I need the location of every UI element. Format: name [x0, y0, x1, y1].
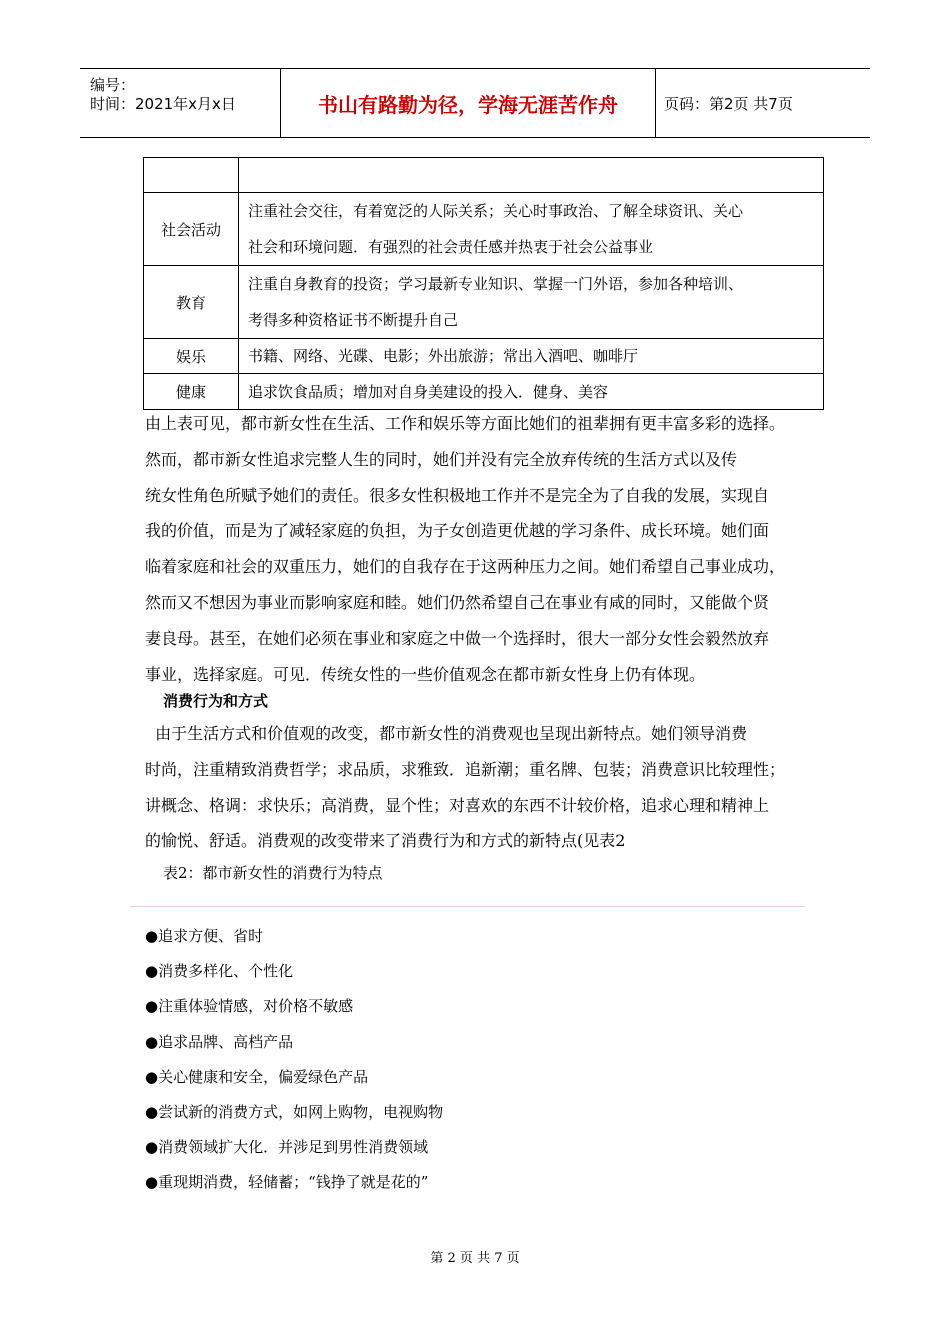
paragraph-traditional-values — [145, 406, 825, 692]
table-row-value — [239, 193, 824, 266]
paragraph-line: 事业，选择家庭。可见．传统女性的一些价值观念在都市新女性身上仍有体现。 — [145, 664, 706, 684]
table-row — [144, 266, 824, 339]
paragraph-consumption — [145, 716, 825, 859]
table-row-key: 健康 — [144, 374, 239, 410]
paragraph-line: 的愉悦、舒适。消费观的改变带来了消费行为和方式的新特点(见表2 — [145, 831, 626, 851]
list-item: ●关心健康和安全，偏爱绿色产品 — [145, 1067, 369, 1086]
paragraph-line: 由上表可见，都市新女性在生活、工作和娱乐等方面比她们的祖辈拥有更丰富多彩的选择。 — [145, 414, 786, 433]
table-row-key: 娱乐 — [144, 339, 239, 374]
table-line: 追求饮食品质；增加对自身美建设的投入．健身、美容 — [248, 382, 609, 401]
paragraph-line: 妻良母。甚至，在她们必须在事业和家庭之中做一个选择时，很大一部分女性会毅然放弃 — [145, 628, 770, 648]
page-header — [80, 68, 870, 138]
list-item: ●追求方便、省时 — [145, 927, 264, 945]
header-motto: 书山有路勤为径，学海无涯苦作舟 — [280, 69, 656, 137]
table-line: 注重社会交往，有着宽泛的人际关系；关心时事政治、了解全球资讯、关心 — [248, 202, 744, 220]
table-row — [144, 339, 824, 374]
document-number-label: 编号： — [90, 76, 136, 94]
paragraph-line: 时尚，注重精致消费哲学；求品质，求雅致．追新潮；重名牌、包装；消费意识比较理性； — [145, 759, 786, 779]
table-line: 注重自身教育的投资；学习最新专业知识、掌握一门外语，参加各种培训、 — [248, 275, 744, 293]
table-line: 考得多种资格证书不断提升自己 — [248, 311, 459, 329]
table-row-key: 教育 — [144, 266, 239, 339]
list-item: ●追求品牌、高档产品 — [145, 1032, 294, 1051]
paragraph-line: 讲概念、格调：求快乐；高消费，显个性；对喜欢的东西不计较价格，追求心理和精神上 — [145, 795, 770, 815]
table-row-value — [239, 339, 824, 374]
table-line: 书籍、网络、光碟、电影；外出旅游；常出入酒吧、咖啡厅 — [248, 347, 639, 365]
paragraph-line: 统女性角色所赋予她们的责任。很多女性积极地工作并不是完全为了自我的发展，实现自 — [145, 485, 770, 505]
table-caption: 表2：都市新女性的消费行为特点 — [163, 864, 383, 882]
divider — [130, 906, 805, 907]
list-item: ●注重体验情感，对价格不敏感 — [145, 997, 354, 1016]
section-heading: 消费行为和方式 — [163, 692, 269, 710]
table-row-key: 社会活动 — [144, 193, 239, 266]
list-item: ●尝试新的消费方式，如网上购物，电视购物 — [145, 1102, 444, 1121]
list-item: ●消费领域扩大化．并涉足到男性消费领域 — [145, 1138, 429, 1157]
table-row-value — [239, 158, 824, 193]
header-page-code: 页码：第2页 共7页 — [664, 94, 793, 113]
table-row — [144, 193, 824, 266]
document-date: 时间：2021年x月x日 — [90, 95, 236, 113]
list-item: ●消费多样化、个性化 — [145, 962, 294, 981]
table-line: 社会和环境问题．有强烈的社会责任感并热衷于社会公益事业 — [248, 238, 654, 256]
table-row — [144, 374, 824, 410]
paragraph-line: 然而，都市新女性追求完整人生的同时，她们并没有完全放弃传统的生活方式以及传 — [145, 449, 738, 469]
header-meta — [80, 69, 280, 137]
table-row — [144, 158, 824, 193]
paragraph-line: 我的价值，而是为了减轻家庭的负担，为子女创造更优越的学习条件、成长环境。她们面 — [145, 521, 770, 541]
page-footer: 第 2 页 共 7 页 — [430, 1251, 520, 1266]
lifestyle-table — [143, 157, 824, 410]
list-item: ●重现期消费，轻储蓄；“钱挣了就是花的” — [145, 1173, 429, 1192]
paragraph-line: 临着家庭和社会的双重压力，她们的自我存在于这两种压力之间。她们希望自己事业成功， — [145, 557, 786, 577]
paragraph-line: 由于生活方式和价值观的改变，都市新女性的消费观也呈现出新特点。她们领导消费 — [145, 724, 748, 743]
paragraph-line: 然而又不想因为事业而影响家庭和睦。她们仍然希望自己在事业有咸的同时，又能做个贤 — [145, 592, 770, 612]
consumption-traits-list — [145, 925, 443, 1207]
table-row-value — [239, 266, 824, 339]
table-row-value — [239, 374, 824, 410]
table-row-key — [144, 158, 239, 193]
